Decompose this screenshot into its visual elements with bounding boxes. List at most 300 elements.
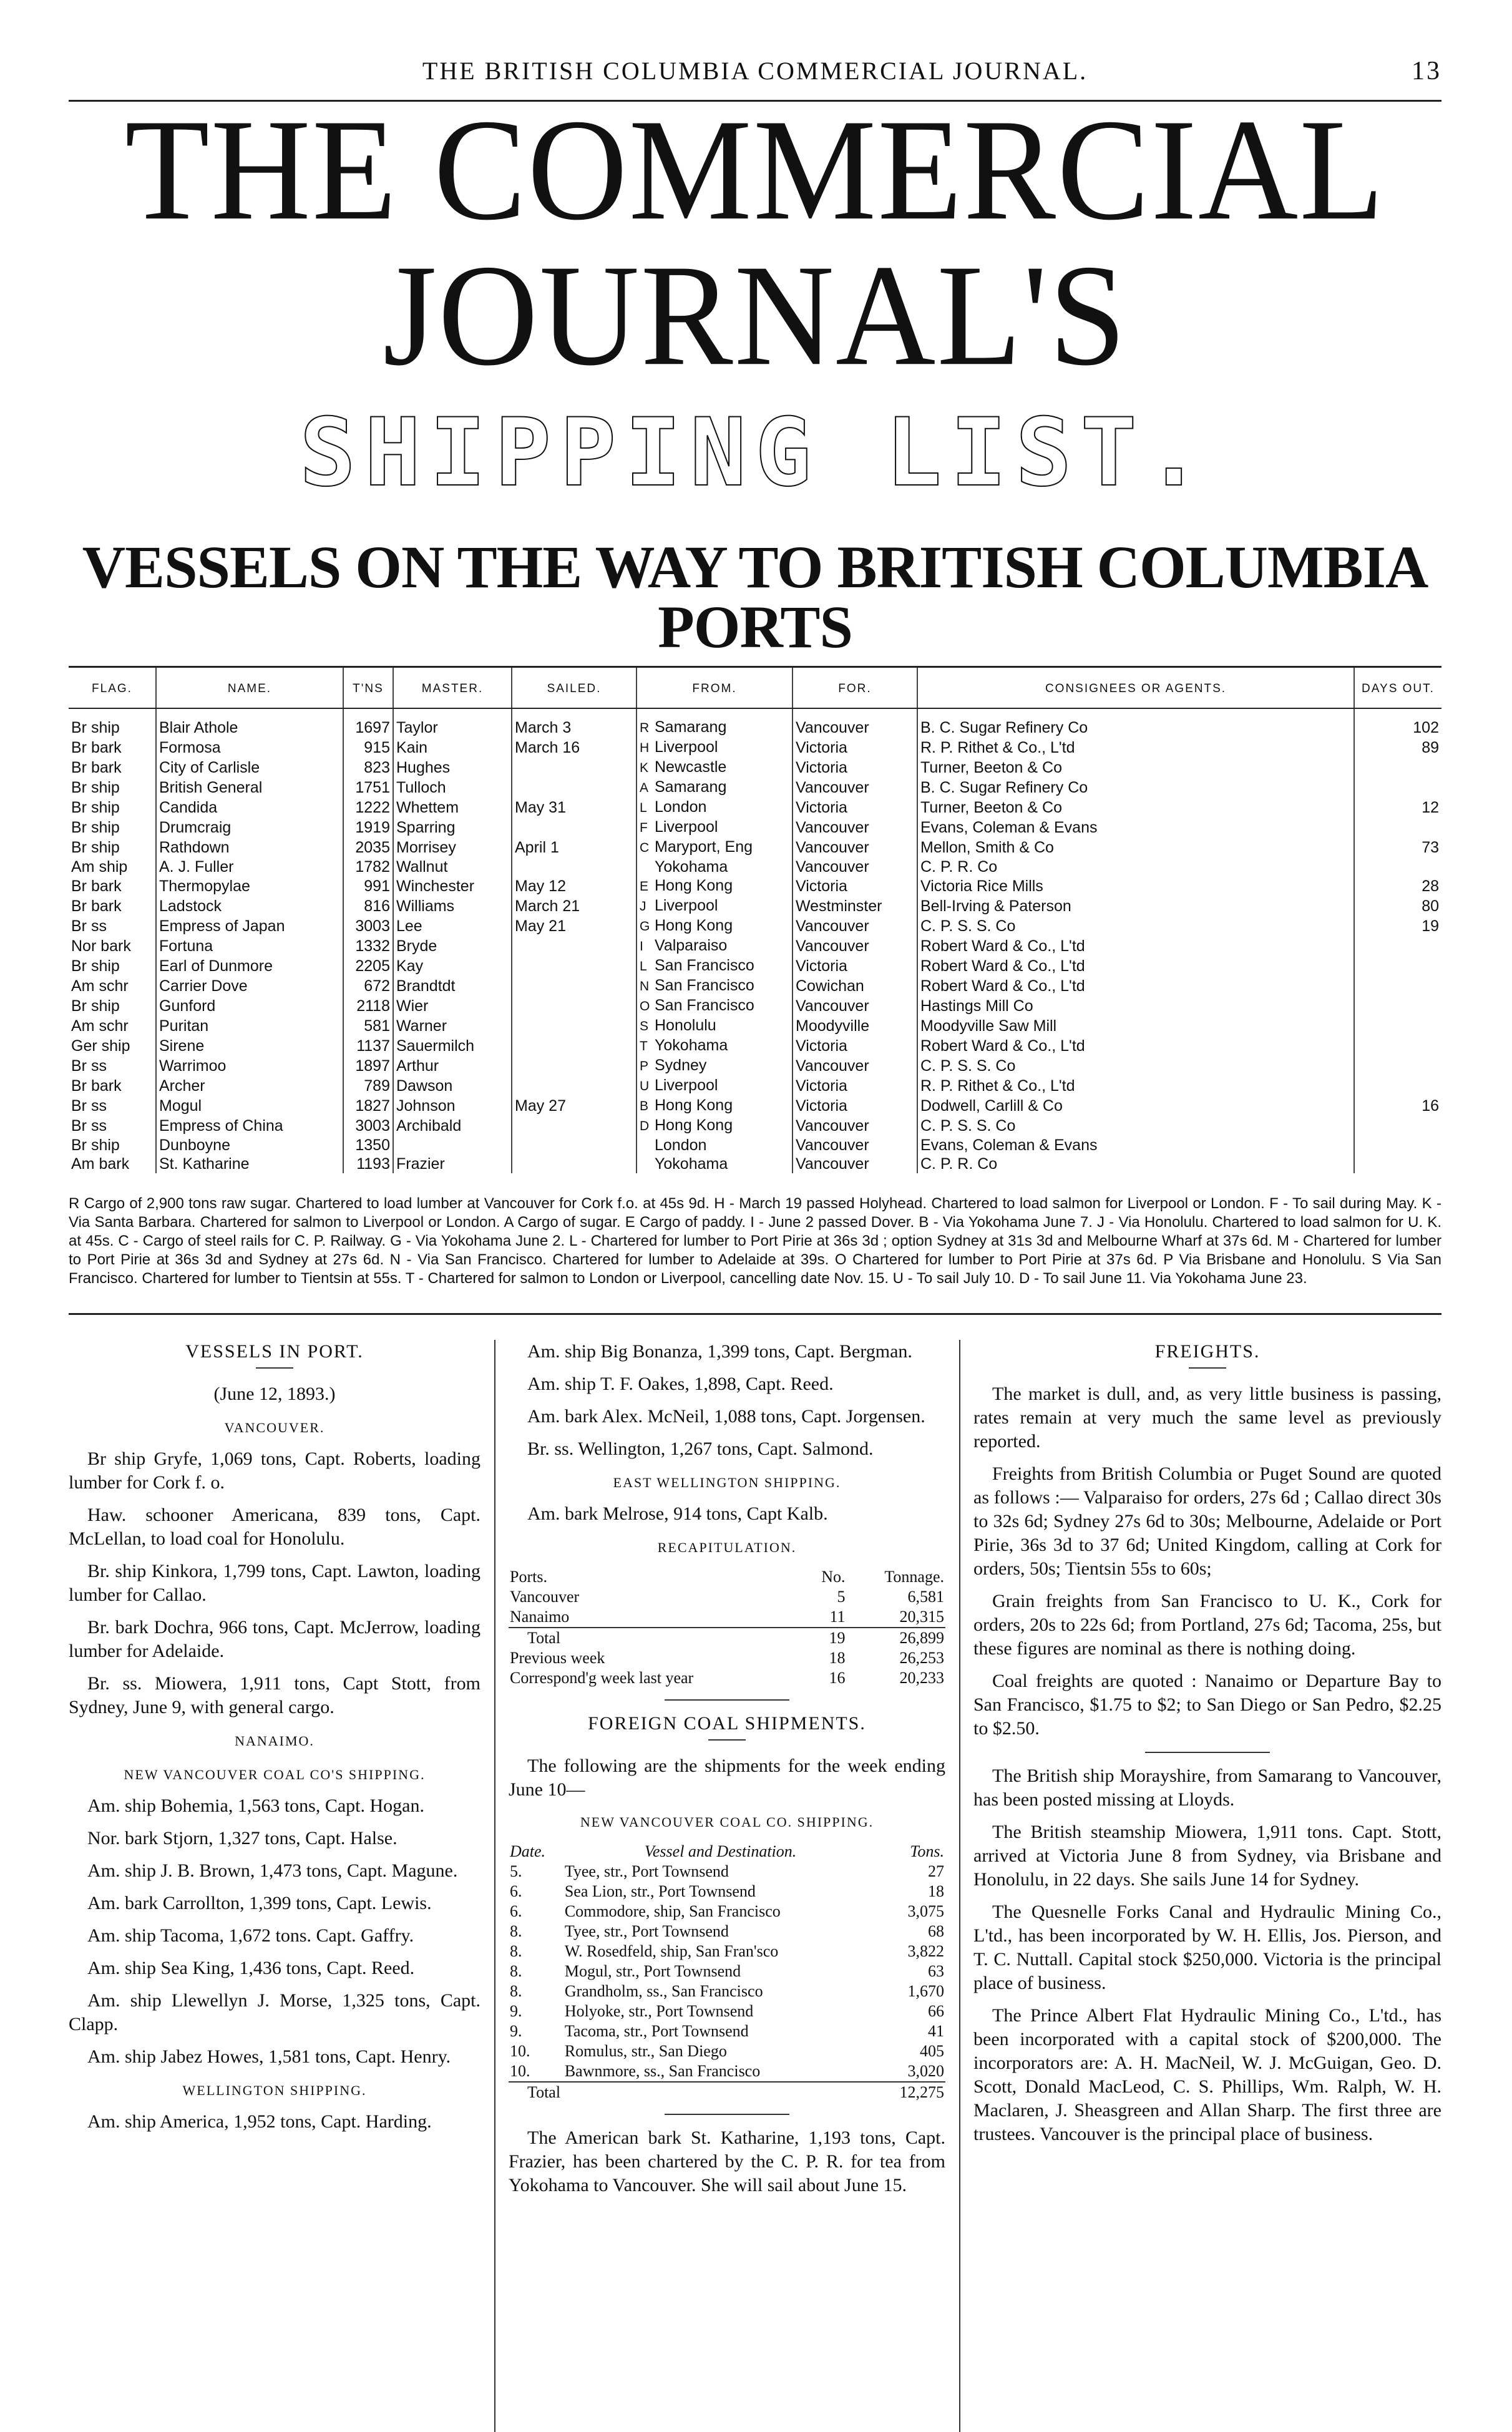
table-cell: Robert Ward & Co., L'td	[917, 1036, 1354, 1056]
table-cell-text: Liverpool	[655, 818, 718, 836]
table-cell: Formosa	[156, 738, 343, 758]
paragraph: Grain freights from San Francisco to U. K., Cork for orders, 20s to 22s 6d; from Portland, 27s 6d; Tacoma, 25s, but these figures are nominal as there is nothing doing.	[973, 1591, 1441, 1659]
table-cell: Archer	[156, 1076, 343, 1096]
table-cell: Turner, Beeton & Co	[917, 798, 1354, 818]
page-number: 13	[1412, 57, 1441, 85]
table-cell: 672	[343, 976, 393, 996]
table-cell: Br ship	[71, 1136, 120, 1154]
table-cell: Holyoke, str., Port Townsend	[564, 2002, 754, 2020]
vancouver-list	[69, 1447, 480, 1719]
table-cell: Kain	[393, 738, 512, 758]
table-cell: Westminster	[793, 896, 917, 916]
table-cell	[637, 996, 793, 1016]
list-item: Am. ship T. F. Oakes, 1,898, Capt. Reed.	[527, 1374, 834, 1394]
table-cell: C. P. S. S. Co	[917, 1116, 1354, 1136]
table-cell: Am ship	[71, 858, 128, 876]
table-cell: Victoria	[793, 798, 917, 818]
list-item: Am. ship Sea King, 1,436 tons, Capt. Reed.	[87, 1958, 415, 1978]
table-cell: Br ship	[71, 957, 120, 975]
table-cell-text: Honolulu	[655, 1017, 716, 1034]
table-cell-text: Hong Kong	[655, 1116, 733, 1134]
table-cell	[1354, 956, 1441, 976]
table-cell	[637, 876, 793, 896]
table-cell: April 1	[512, 838, 637, 857]
freights-column	[973, 1340, 1441, 2432]
table-row	[509, 1981, 945, 2001]
table-row	[69, 1096, 1441, 1116]
table-cell: St. Katharine	[156, 1155, 343, 1173]
table-cell	[512, 1155, 637, 1173]
coal-col-tons: Tons.	[910, 1842, 944, 1860]
table-cell: Victoria Rice Mills	[917, 876, 1354, 896]
table-cell: Hastings Mill Co	[917, 996, 1354, 1016]
table-cell	[637, 1096, 793, 1116]
table-cell: R. P. Rithet & Co., L'td	[917, 738, 1354, 758]
list-item: Am. bark Melrose, 914 tons, Capt Kalb.	[527, 1503, 828, 1524]
coal-total-tons: 12,275	[899, 2083, 944, 2101]
table-cell	[637, 1056, 793, 1076]
table-cell: Br ss	[71, 917, 107, 935]
vessel-notes: R Cargo of 2,900 tons raw sugar. Chartered to load lumber at Vancouver for Cork f.o. at 45s 9d. H - March 19 passed Holyhead. Chartered to load salmon for Liverpool or London. F - To sail during May. K - Via Santa Barbara. Chartered for salmon to Liverpool or London. A Cargo of sugar. E Cargo of paddy. I - June 2 passed Dover. B - Via Yokohama June 7. J - Via Honolulu. Chartered to load salmon for U. K. at 45s. C - Cargo of steel rails for C. P. Railway. G - Via Yokohama June 2. L - Chartered for lumber to Port Pirie at 36s 3d ; option Sydney at 31s 3d and Melbourne Wharf at 37s 6d. M - Chartered for lumber to Port Pirie at 36s 3d and Sydney at 27s 6d. N - Via San Francisco. Chartered for lumber to Adelaide at 39s. O Chartered for lumber to Port Pirie at 37s 6d. P Via Brisbane and Honolulu. S Via San Francisco. Chartered for lumber to Tientsin at 55s. T - Chartered for salmon to London or Liverpool, cancelling date Nov. 15. U - To sail July 10. D - To sail June 11. Via Yokohama June 23.	[69, 1194, 1441, 1315]
table-cell: Tyee, str., Port Townsend	[564, 1862, 729, 1880]
divider	[665, 1699, 789, 1701]
table-cell: Br ss	[71, 1117, 107, 1135]
column-header: CONSIGNEES OR AGENTS.	[917, 667, 1354, 709]
table-row	[69, 798, 1441, 818]
table-cell-text: Hong Kong	[655, 1096, 733, 1114]
vessels-in-port-heading: VESSELS IN PORT.	[185, 1341, 364, 1362]
table-cell: Vancouver	[793, 1136, 917, 1155]
column-header: MASTER.	[393, 667, 512, 709]
news-item: The British steamship Miowera, 1,911 tons. Capt. Stott, arrived at Victoria June 8 from Sydney, via Brisbane and Honolulu, in 22 days. She sails June 14 for Sydney.	[973, 1822, 1441, 1890]
table-cell: Nanaimo	[510, 1608, 570, 1626]
table-cell: Vancouver	[793, 857, 917, 876]
table-cell: Sparring	[393, 818, 512, 838]
table-cell: C. P. S. S. Co	[917, 1056, 1354, 1076]
table-cell-text: Yokohama	[655, 1155, 728, 1173]
table-cell: Thermopylae	[156, 876, 343, 896]
table-row	[69, 708, 1441, 738]
table-cell: Lee	[393, 916, 512, 936]
table-cell-text: Yokohama	[655, 1037, 728, 1054]
table-cell: Vancouver	[793, 916, 917, 936]
table-cell	[512, 1076, 637, 1096]
port-date: (June 12, 1893.)	[213, 1384, 336, 1404]
column-header: FOR.	[793, 667, 917, 709]
table-cell	[512, 1136, 637, 1155]
table-cell-text: Samarang	[655, 718, 727, 736]
table-cell: 6.	[510, 1882, 522, 1900]
table-cell: C. P. S. S. Co	[917, 916, 1354, 936]
table-cell: Warrimoo	[156, 1056, 343, 1076]
note-marker: K	[640, 761, 649, 775]
table-cell	[512, 758, 637, 778]
table-cell: Romulus, str., San Diego	[564, 2042, 727, 2060]
table-cell: Dodwell, Carlill & Co	[917, 1096, 1354, 1116]
table-cell: Vancouver	[793, 1116, 917, 1136]
table-cell: Br ss	[71, 1057, 107, 1075]
table-cell: Robert Ward & Co., L'td	[917, 976, 1354, 996]
table-cell: Br bark	[71, 897, 122, 915]
table-cell: Vancouver	[793, 708, 917, 738]
divider	[665, 2114, 789, 2115]
table-row	[69, 976, 1441, 996]
table-cell: Br bark	[71, 759, 122, 776]
table-cell: Moodyville Saw Mill	[917, 1016, 1354, 1036]
freights-text	[973, 1382, 1441, 1741]
table-cell: 8.	[510, 1922, 522, 1940]
recap-total-label: Total	[527, 1629, 561, 1647]
table-cell: Candida	[156, 798, 343, 818]
column-header: FROM.	[637, 667, 793, 709]
table-cell: Vancouver	[793, 936, 917, 956]
table-cell: 6,581	[907, 1588, 944, 1606]
table-row	[509, 1587, 945, 1607]
nvcc-heading: NEW VANCOUVER COAL CO'S SHIPPING.	[124, 1767, 426, 1782]
table-cell: 991	[343, 876, 393, 896]
table-cell: British General	[156, 778, 343, 798]
table-cell: Dawson	[393, 1076, 512, 1096]
note-marker: L	[640, 801, 647, 815]
table-cell	[637, 956, 793, 976]
table-cell: 5.	[510, 1862, 522, 1880]
table-cell: 80	[1354, 896, 1441, 916]
table-cell: May 21	[512, 916, 637, 936]
table-cell: Gunford	[156, 996, 343, 1016]
table-cell: May 12	[512, 876, 637, 896]
table-cell: 12	[1354, 798, 1441, 818]
table-cell: Vancouver	[793, 996, 917, 1016]
table-cell: Tulloch	[393, 778, 512, 798]
table-cell: Brandtdt	[393, 976, 512, 996]
table-row	[69, 758, 1441, 778]
table-cell: Br ship	[71, 799, 120, 816]
table-cell-text: Yokohama	[655, 858, 728, 876]
table-cell: 8.	[510, 1962, 522, 1980]
table-cell	[637, 758, 793, 778]
running-title: THE BRITISH COLUMBIA COMMERCIAL JOURNAL.	[422, 57, 1088, 85]
note-marker: F	[640, 821, 648, 835]
list-item: Br. bark Dochra, 966 tons, Capt. McJerrow, loading lumber for Adelaide.	[69, 1617, 480, 1661]
foreign-coal-heading: FOREIGN COAL SHIPMENTS.	[588, 1713, 866, 1734]
table-cell: Wier	[393, 996, 512, 1016]
table-cell	[637, 1136, 793, 1155]
table-cell: Victoria	[793, 758, 917, 778]
note-marker: O	[640, 999, 650, 1013]
table-row	[509, 1882, 945, 1902]
table-cell: 1,670	[907, 1982, 944, 2000]
note-marker: E	[640, 879, 649, 894]
column-header: NAME.	[156, 667, 343, 709]
note-marker: R	[640, 721, 650, 735]
table-row	[69, 1056, 1441, 1076]
table-cell: Turner, Beeton & Co	[917, 758, 1354, 778]
table-cell: May 27	[512, 1096, 637, 1116]
table-cell: 3003	[343, 1116, 393, 1136]
table-row	[69, 876, 1441, 896]
table-cell: Vancouver	[793, 778, 917, 798]
divider	[1145, 1752, 1270, 1753]
table-cell: 63	[928, 1962, 944, 1980]
table-cell: Grandholm, ss., San Francisco	[564, 1982, 763, 2000]
table-cell: Br ship	[71, 839, 120, 856]
table-cell-text: Newcastle	[655, 758, 727, 776]
table-cell: W. Rosedfeld, ship, San Fran'sco	[564, 1942, 779, 1960]
table-cell	[637, 896, 793, 916]
table-cell: Tyee, str., Port Townsend	[564, 1922, 729, 1940]
table-cell: Puritan	[156, 1016, 343, 1036]
table-cell: Wallnut	[393, 857, 512, 876]
table-cell-text: Liverpool	[655, 1077, 718, 1094]
table-cell	[637, 976, 793, 996]
table-cell: Dunboyne	[156, 1136, 343, 1155]
table-cell-text: Valparaiso	[655, 937, 728, 954]
table-cell: 9.	[510, 2002, 522, 2020]
note-marker: B	[640, 1099, 649, 1113]
vessels-heading: VESSELS ON THE WAY TO BRITISH COLUMBIA PORTS	[82, 534, 1428, 660]
table-cell: Nor bark	[71, 937, 131, 955]
table-cell: 2035	[343, 838, 393, 857]
table-cell	[512, 778, 637, 798]
table-cell	[637, 818, 793, 838]
news-item: The Quesnelle Forks Canal and Hydraulic Mining Co., L'td., has been incorporated by W. H. Ellis, Jos. Pierson, and T. C. Nuttall. Capital stock $250,000. Victoria is the principal place of business.	[973, 1902, 1441, 1993]
table-cell: 18	[928, 1882, 944, 1900]
table-cell-text: San Francisco	[655, 997, 754, 1014]
table-cell-text: London	[655, 798, 707, 816]
table-row	[69, 857, 1441, 876]
coal-col-vessel: Vessel and Destination.	[644, 1842, 797, 1860]
table-cell: Carrier Dove	[156, 976, 343, 996]
table-cell	[512, 956, 637, 976]
table-cell: 823	[343, 758, 393, 778]
table-cell	[512, 1116, 637, 1136]
table-cell	[1354, 857, 1441, 876]
table-cell: 10.	[510, 2042, 530, 2060]
table-cell	[637, 1036, 793, 1056]
table-cell: May 31	[512, 798, 637, 818]
table-cell: Br ship	[71, 779, 120, 796]
table-cell: Mellon, Smith & Co	[917, 838, 1354, 857]
table-row	[69, 896, 1441, 916]
table-cell: March 3	[512, 708, 637, 738]
table-cell: Victoria	[793, 1036, 917, 1056]
table-cell: Earl of Dunmore	[156, 956, 343, 976]
divider	[1189, 1367, 1226, 1369]
vancouver-heading: VANCOUVER.	[224, 1420, 325, 1435]
table-cell: 405	[920, 2042, 944, 2060]
note-marker: D	[640, 1119, 650, 1133]
table-cell: 28	[1354, 876, 1441, 896]
list-item: Am. ship Tacoma, 1,672 tons. Capt. Gaffry.	[87, 1925, 414, 1946]
table-cell: Sea Lion, str., Port Townsend	[564, 1882, 756, 1900]
table-cell: R. P. Rithet & Co., L'td	[917, 1076, 1354, 1096]
table-cell: 1350	[343, 1136, 393, 1155]
news-items	[973, 1764, 1441, 2146]
note-marker: T	[640, 1039, 648, 1053]
table-cell-text: London	[655, 1136, 707, 1154]
table-row	[509, 1941, 945, 1961]
table-row	[69, 738, 1441, 758]
table-cell: Frazier	[393, 1155, 512, 1173]
table-row	[509, 2021, 945, 2041]
recap-prev-tonnage: 26,253	[899, 1649, 944, 1667]
table-cell: Kay	[393, 956, 512, 976]
table-cell: Whettem	[393, 798, 512, 818]
table-row	[69, 838, 1441, 857]
table-cell: 9.	[510, 2022, 522, 2040]
table-row	[69, 778, 1441, 798]
table-cell: 789	[343, 1076, 393, 1096]
recap-total-tonnage: 26,899	[899, 1629, 944, 1647]
list-item: Haw. schooner Americana, 839 tons, Capt. McLellan, to load coal for Honolulu.	[69, 1505, 480, 1549]
table-cell-text: Sydney	[655, 1057, 707, 1074]
note-marker: A	[640, 781, 649, 795]
table-cell	[1354, 1136, 1441, 1155]
news-item: The Prince Albert Flat Hydraulic Mining Co., L'td., has been incorporated with a capital stock of $200,000. The incorporators are: A. H. MacNeil, W. J. McGuigan, Geo. D. Scott, Donald MacLeod, C. S. Phillips, Wm. Ralph, W. H. Maclaren, J. Sheasgreen and Allan Sharp. The first three are trustees. Vancouver is the principal place of business.	[973, 2005, 1441, 2144]
table-row	[69, 1136, 1441, 1155]
newspaper-page	[69, 56, 1441, 2432]
table-cell: 3,020	[907, 2062, 944, 2080]
table-cell: 816	[343, 896, 393, 916]
table-cell: A. J. Fuller	[156, 857, 343, 876]
table-cell: Bawnmore, ss., San Francisco	[564, 2062, 761, 2080]
table-cell: Bryde	[393, 936, 512, 956]
table-cell	[512, 936, 637, 956]
wellington-list	[69, 2110, 480, 2134]
table-cell: 10.	[510, 2062, 530, 2080]
table-cell: 1751	[343, 778, 393, 798]
table-cell	[512, 996, 637, 1016]
masthead-subtitle: SHIPPING LIST.	[299, 399, 1211, 507]
table-cell: Evans, Coleman & Evans	[917, 1136, 1354, 1155]
table-cell	[1354, 758, 1441, 778]
table-cell: 1919	[343, 818, 393, 838]
table-cell-text: Hong Kong	[655, 877, 733, 894]
list-item: Am. ship America, 1,952 tons, Capt. Harding.	[87, 2111, 432, 2132]
table-cell: 68	[928, 1922, 944, 1940]
table-row	[69, 1076, 1441, 1096]
note-marker: U	[640, 1079, 650, 1093]
list-item: Br. ss. Wellington, 1,267 tons, Capt. Salmond.	[527, 1438, 874, 1459]
table-cell: Vancouver	[793, 1056, 917, 1076]
recap-heading: RECAPITULATION.	[657, 1540, 797, 1555]
table-cell	[1354, 778, 1441, 798]
table-cell	[512, 1036, 637, 1056]
table-row	[69, 1016, 1441, 1036]
table-cell	[1354, 1076, 1441, 1096]
st-katharine-note: The American bark St. Katharine, 1,193 tons, Capt. Frazier, has been chartered by the C. P. R. for tea from Yokohama to Vancouver. She will sail about June 15.	[509, 2127, 945, 2195]
table-cell	[1354, 996, 1441, 1016]
note-marker: I	[640, 939, 643, 954]
table-cell	[512, 1056, 637, 1076]
vessels-in-port-column	[69, 1340, 480, 2432]
table-cell: Empress of China	[156, 1116, 343, 1136]
table-row	[69, 956, 1441, 976]
table-cell: 1697	[343, 708, 393, 738]
paragraph: Freights from British Columbia or Puget Sound are quoted as follows :— Valparaiso for orders, 27s 6d ; Callao direct 30s to 32s 6d; Sydney 27s 6d to 30s; Melbourne, Adelaide or Port Pirie, 36s 3d to 37 6d; United Kingdom, calling at Cork for orders, 50s; Tientsin 55s to 60s;	[973, 1463, 1441, 1579]
table-row	[69, 1155, 1441, 1173]
nanaimo-list	[69, 1794, 480, 2069]
table-cell-text: San Francisco	[655, 977, 754, 994]
table-cell: Sirene	[156, 1036, 343, 1056]
table-cell: Victoria	[793, 738, 917, 758]
table-cell: 3003	[343, 916, 393, 936]
divider	[256, 1367, 293, 1369]
table-cell: Robert Ward & Co., L'td	[917, 936, 1354, 956]
table-cell	[512, 818, 637, 838]
note-marker: L	[640, 959, 647, 974]
table-cell	[637, 916, 793, 936]
masthead-title: THE COMMERCIAL JOURNAL'S	[125, 89, 1385, 396]
table-cell: 8.	[510, 1982, 522, 2000]
note-marker: N	[640, 979, 650, 994]
table-cell: Commodore, ship, San Francisco	[564, 1902, 781, 1920]
recap-corr-no: 16	[829, 1669, 846, 1687]
table-cell	[1354, 1116, 1441, 1136]
table-cell	[512, 976, 637, 996]
table-cell: Sauermilch	[393, 1036, 512, 1056]
table-row	[509, 1961, 945, 1981]
table-cell: Br bark	[71, 1077, 122, 1095]
table-cell: 6.	[510, 1902, 522, 1920]
recap-col-no: No.	[821, 1568, 846, 1586]
table-cell: Victoria	[793, 876, 917, 896]
table-cell: Vancouver	[510, 1588, 580, 1606]
table-cell	[637, 1016, 793, 1036]
nvcc-shipping-heading: NEW VANCOUVER COAL CO. SHIPPING.	[580, 1814, 874, 1830]
coal-total-label: Total	[527, 2083, 561, 2101]
table-cell: Hughes	[393, 758, 512, 778]
table-cell-text: Hong Kong	[655, 917, 733, 934]
table-row	[69, 916, 1441, 936]
list-item: Am. bark Alex. McNeil, 1,088 tons, Capt. Jorgensen.	[527, 1406, 925, 1427]
table-cell: 41	[928, 2022, 944, 2040]
table-cell-text: Liverpool	[655, 738, 718, 756]
table-row	[69, 936, 1441, 956]
list-item: Am. bark Carrollton, 1,399 tons, Capt. Lewis.	[87, 1893, 432, 1913]
table-cell	[512, 857, 637, 876]
table-cell: Ger ship	[71, 1037, 130, 1055]
table-row	[509, 2001, 945, 2021]
paragraph: The market is dull, and, as very little business is passing, rates remain at very much the same level as previously reported.	[973, 1384, 1441, 1452]
table-cell: Rathdown	[156, 838, 343, 857]
recap-prev-no: 18	[829, 1649, 846, 1667]
table-row	[509, 1607, 945, 1628]
table-cell: Johnson	[393, 1096, 512, 1116]
table-cell-text: San Francisco	[655, 957, 754, 974]
table-cell: 915	[343, 738, 393, 758]
table-row	[509, 1862, 945, 1882]
table-cell	[512, 1016, 637, 1036]
coal-table	[509, 1842, 945, 2102]
table-cell: 8.	[510, 1942, 522, 1960]
table-cell	[637, 778, 793, 798]
table-cell	[1354, 1155, 1441, 1173]
table-cell: Mogul, str., Port Townsend	[564, 1962, 741, 1980]
column-header: DAYS OUT.	[1354, 667, 1441, 709]
list-item: Br ship Gryfe, 1,069 tons, Capt. Roberts, loading lumber for Cork f. o.	[69, 1448, 480, 1493]
table-cell: 1332	[343, 936, 393, 956]
table-cell: Br ship	[71, 719, 120, 736]
table-cell: 1827	[343, 1096, 393, 1116]
table-cell: 89	[1354, 738, 1441, 758]
table-cell: 1782	[343, 857, 393, 876]
table-cell: Am schr	[71, 977, 129, 995]
table-cell: March 16	[512, 738, 637, 758]
table-cell: C. P. R. Co	[917, 1155, 1354, 1173]
table-cell: Victoria	[793, 1076, 917, 1096]
table-cell: Warner	[393, 1016, 512, 1036]
